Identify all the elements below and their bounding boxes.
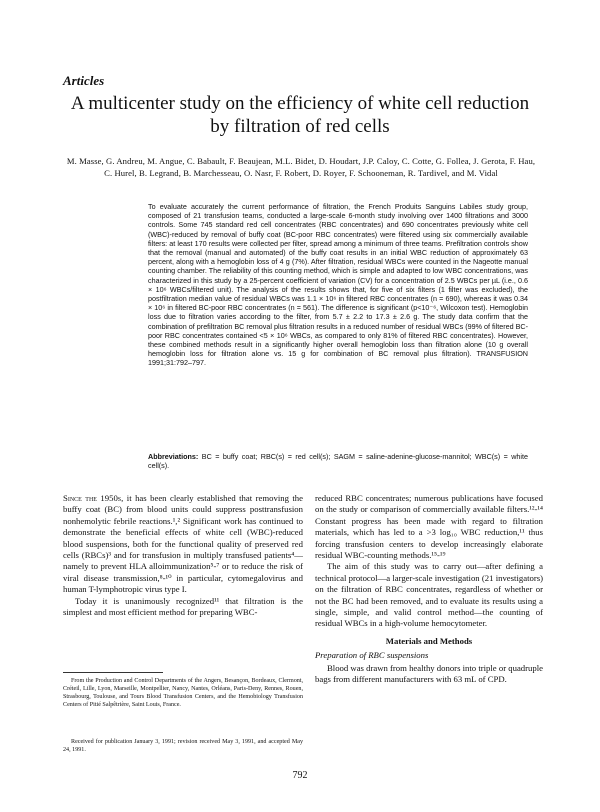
abbreviations-text: BC = buffy coat; RBC(s) = red cell(s); SAGM = saline-adenine-glucose-mannitol; WBC(s) = white cell(s).: [148, 452, 529, 471]
footnote-received: [63, 738, 303, 754]
author-list: M. Masse, G. Andreu, M. Angue, C. Babault, F. Beaujean, M.L. Bidet, D. Houdart, J.P. Caloy, C. Cotte, G. Follea, J. Gerota, F. Hau, C. Hurel, B. Legrand, B. Marchesseau, O. Nasr, F. Robert, D. Royer, F. Schooneman, R. Tardivel, and M. Vidal: [66, 156, 536, 179]
intro-paragraph-1: [63, 493, 303, 596]
intro-lead-in: Since the 1950s,: [63, 493, 124, 503]
footnote-affiliation: [63, 677, 303, 709]
right-paragraph-1: reduced RBC concentrates; numerous publications have focused on the study or comparison of commercially available filters.¹²-¹⁴ Constant progress has been made with regard to filtration materials, which has led to a >3 log₁₀ WBC reduction,¹¹ thus forcing transfusion centers to develop increasingly elaborate residual WBC-counting methods.¹⁵-¹⁹: [315, 493, 543, 561]
intro-paragraph-2: Today it is unanimously recognized¹¹ that filtration is the simplest and most efficient method for preparing WBC-: [63, 595, 303, 618]
abstract-text: To evaluate accurately the current performance of filtration, the French Produits Sanguins Labiles study group, composed of 21 transfusion teams, conducted a large-scale 6-month study involving over 1400 filtrations and 3000 controls. Some 745 standard red cell concentrates (RBC concentrates) and 690 concentrates previously white cell (WBC)-reduced by removal of buffy coat (BC-poor RBC concentrates) were filtered using six commercially available filters: at least 170 results were collected per filter, spread among a minimum of three teams. Prefiltration controls show that the removal (manual and automated) of the buffy coat results in an initial WBC reduction of approximately 63 percent, along with a hemoglobin loss of 4 g (7%). After filtration, residual WBCs were counted in the Nageotte manual counting chamber. The reliability of this counting method, which is simple and adapted to low WBC concentrations, was characterized in this study by a 25-percent coefficient of variation (CV) for a concentration of 2.5 WBCs per µL (i.e., 0.6 × 10⁶ WBCs/filtered unit). The analysis of the results shows that, for five of six filters (1 filter was excluded), the postfiltration median value of residual WBCs was 1.1 × 10⁶ in filtered RBC concentrates (n = 690), whereas it was 0.34 × 10⁶ in filtered BC-poor RBC concentrates (n = 561). The difference is significant (p<10⁻⁶, Wilcoxon test). Hemoglobin loss due to filtration varies according to the filter, from 5.7 ± 2.2 to 17.3 ± 2.6 g. The study data confirm that the combination of prefiltration BC removal plus filtration results in a reduced number of residual WBCs (99% of filtered BC-poor RBC concentrates contained <5 × 10⁶ WBCs, as compared to only 81% of filtered RBC concentrates). However, these combined methods result in a significantly higher overall hemoglobin loss than filtration alone (10 g overall hemoglobin loss for filtration alone vs. 15 g for combination of BC removal plus filtration). TRANSFUSION 1991;31:792–797.: [148, 202, 528, 368]
footnote-received-text: Received for publication January 3, 1991; revision received May 3, 1991, and accepted May 24, 1991.: [63, 739, 303, 753]
abbreviations: [148, 452, 528, 470]
abbreviations-label: Abbreviations:: [148, 452, 199, 461]
section-heading-methods: Materials and Methods: [385, 635, 473, 646]
body-column-right: [315, 493, 543, 686]
section-label: Articles: [63, 73, 105, 88]
footnote-divider: [63, 672, 163, 673]
article-title: A multicenter study on the efficiency of white cell reduction by filtration of red cells: [70, 93, 530, 137]
body-column-left: [63, 493, 303, 618]
subsection-heading: Preparation of RBC suspensions: [315, 650, 429, 661]
page-number: 792: [292, 770, 308, 781]
right-paragraph-3: Blood was drawn from healthy donors into triple or quadruple bags from different manufacturers with 63 mL of CPD.: [315, 662, 543, 685]
footnote-affiliation-text: From the Production and Control Departments of the Angers, Besançon, Bordeaux, Clermont, Créteil, Lille, Lyon, Marseille, Montpellier, Nancy, Nantes, Orléans, Paris-Deny, Rennes, Rouen, Strasbourg, Toulouse, and Tours Blood Transfusion Centers, and the Hemobiology Transfusion Centers of Pitié Salpêtrière, Saint Louis, France.: [63, 678, 303, 708]
abstract: [148, 202, 528, 368]
right-paragraph-2: The aim of this study was to carry out—after defining a technical protocol—a larger-scale investigation (21 investigators) on the filtration of RBC concentrates, regardless of whether or not the BC had been removed, and to evaluate its results using a single, simple, and valid control method—the counting of residual WBCs in a high-volume hemocytometer.: [315, 561, 543, 629]
intro-paragraph-1-text: it has been clearly established that removing the buffy coat (BC) from blood units could suppress posttransfusion nonhemolytic febrile reactions.¹,² Significant work has continued to demonstrate the beneficial effects of white cell (WBC)-reduced blood suspensions, both for the functional quality of preserved red cells (RBCs)³ and for transfusion in multiply transfused patients⁴—namely to prevent HLA alloimmunization⁵-⁷ or to reduce the risk of viral disease transmission,⁸-¹⁰ in particular, cytomegalovirus and human T-lymphotropic virus type I.: [63, 493, 303, 595]
